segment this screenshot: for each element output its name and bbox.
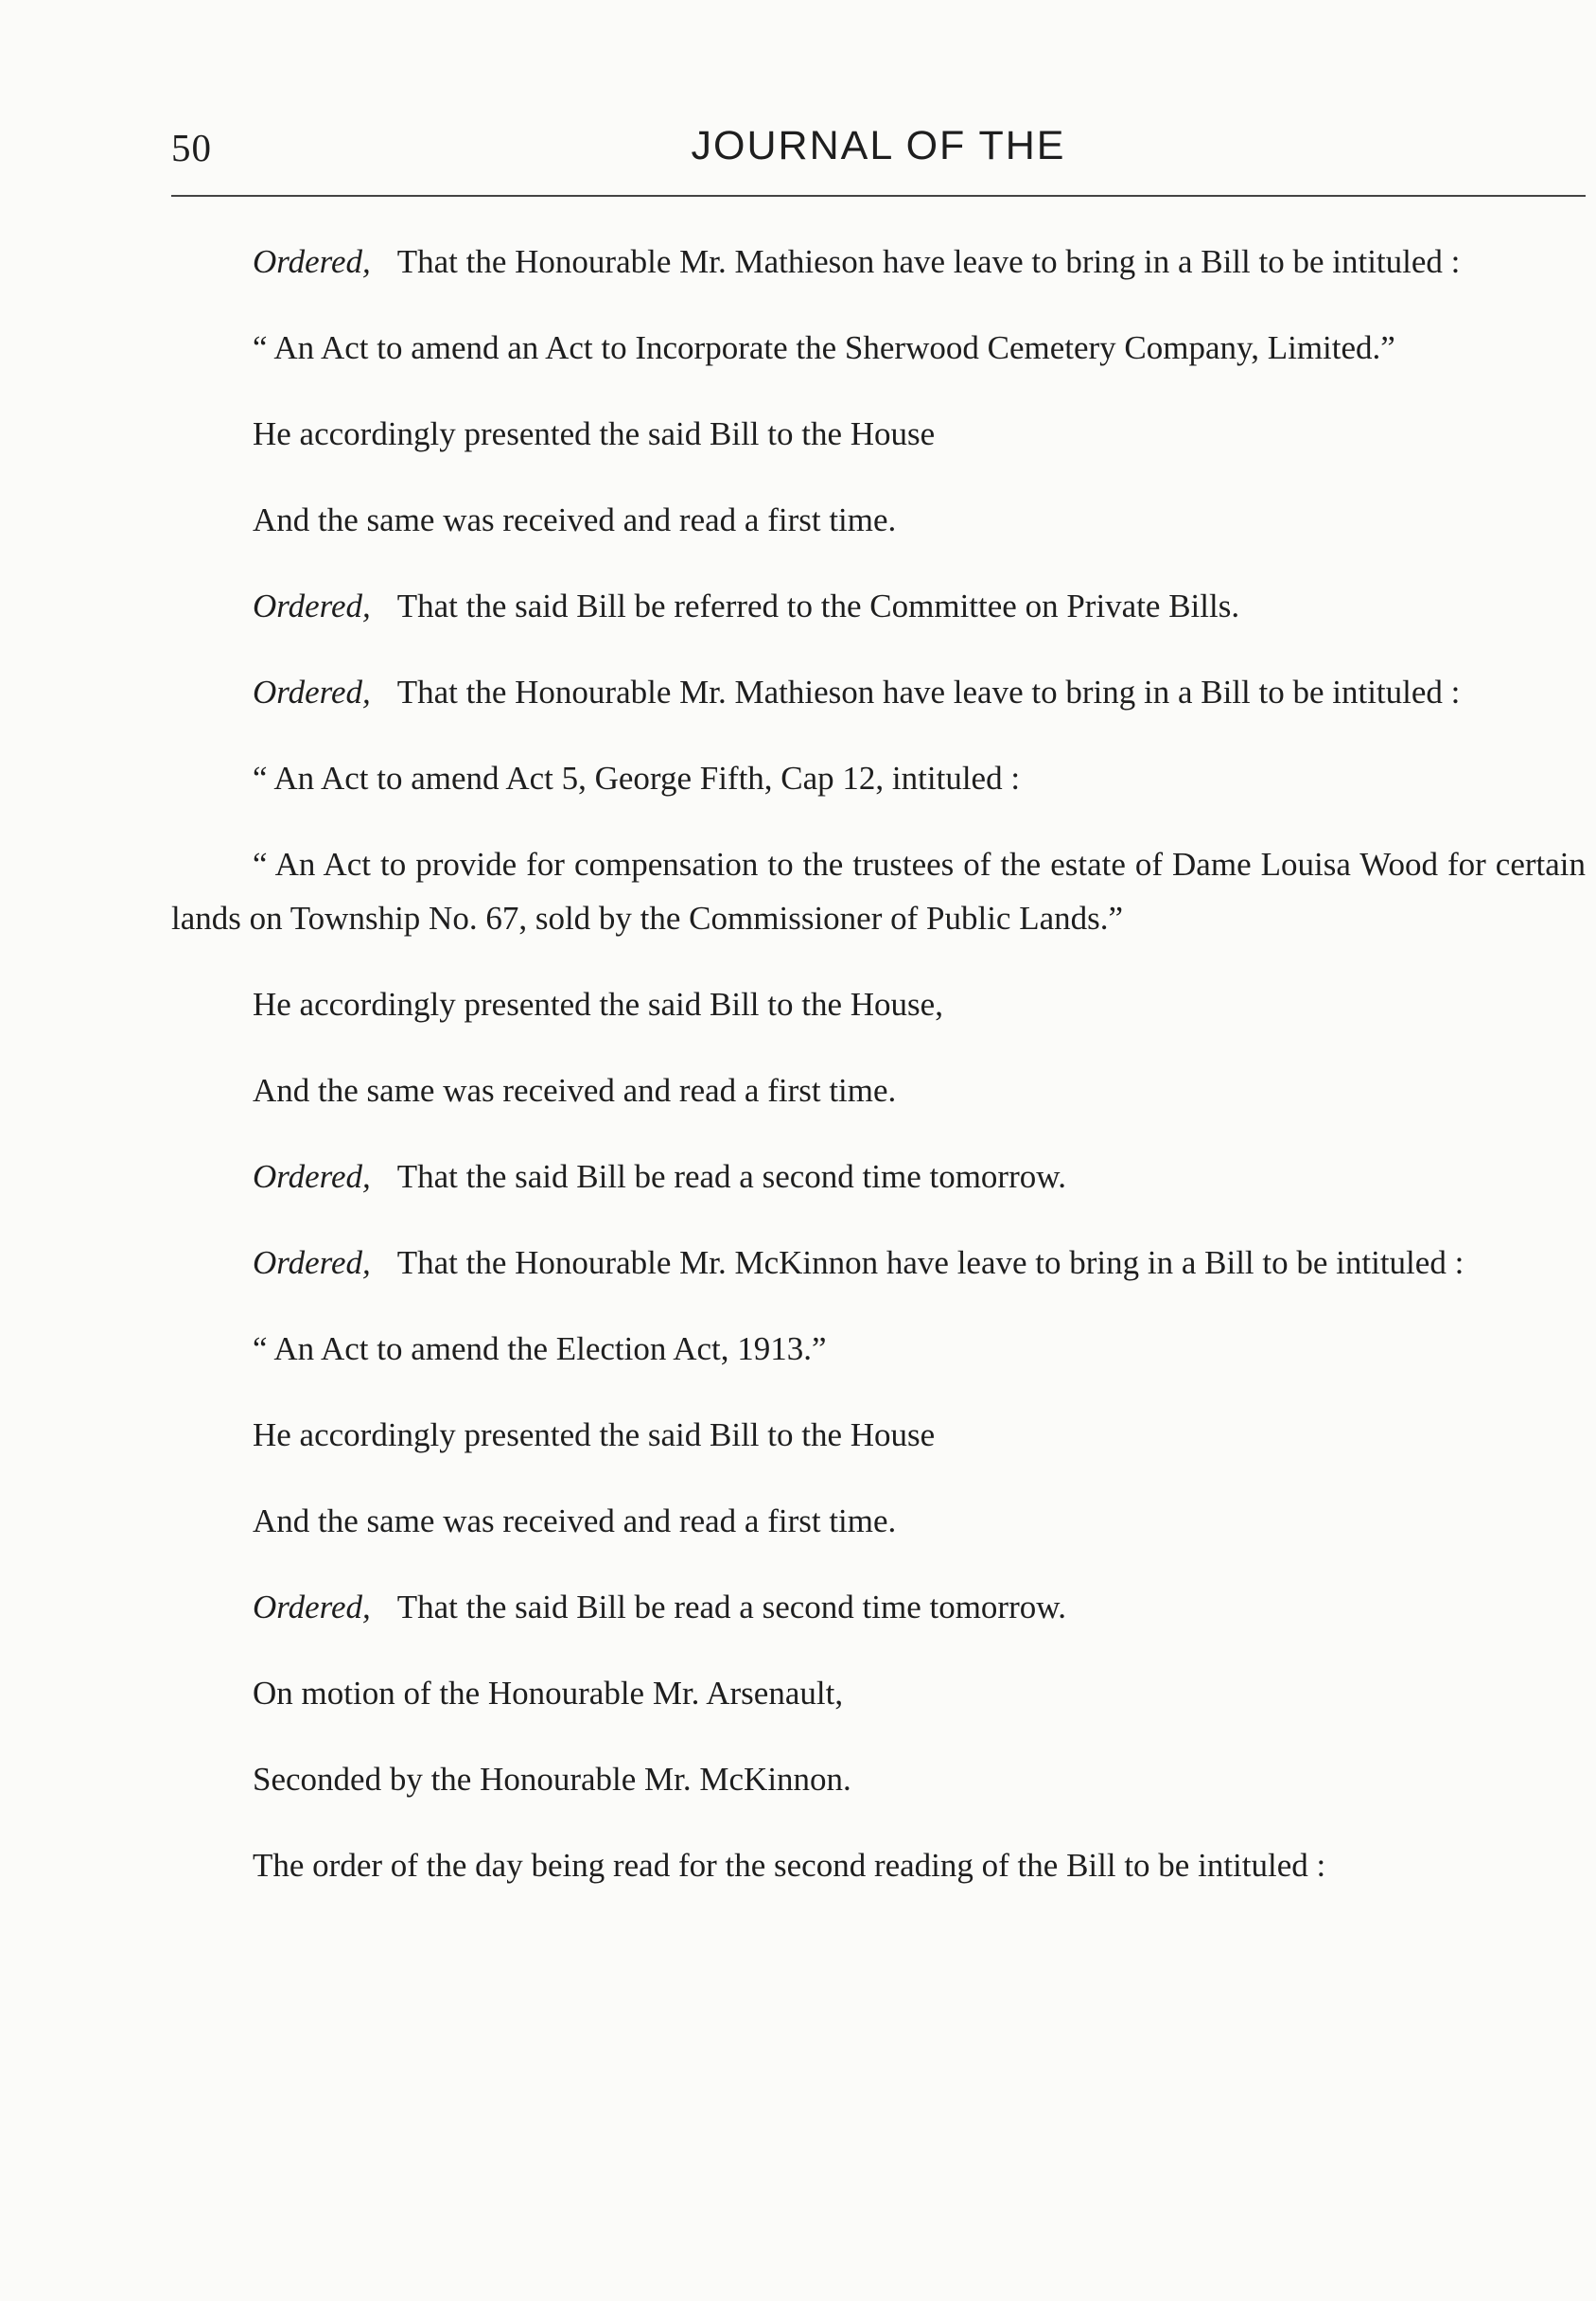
ordered-lead: Ordered, — [253, 1158, 371, 1195]
paragraph-15 — [171, 1494, 1586, 1548]
paragraph-7 — [171, 751, 1586, 805]
journal-page — [171, 112, 1586, 1884]
paragraph-text: “ An Act to provide for compensation to the trustees of the estate of Dame Louisa Wood for certain lands on Township No. 67, sold by the Commissioner of Public Lands.” — [171, 846, 1586, 937]
paragraph-4 — [171, 493, 1586, 547]
paragraph-3 — [171, 407, 1586, 461]
paragraph-text: “ An Act to amend Act 5, George Fifth, Cap 12, intituled : — [253, 760, 1021, 797]
paragraph-text: That the said Bill be read a second time tomorrow. — [396, 1158, 1066, 1195]
ordered-lead: Ordered, — [253, 588, 371, 624]
paragraph-16 — [171, 1580, 1586, 1634]
ordered-lead: Ordered, — [253, 674, 371, 711]
page-number: 50 — [171, 126, 212, 169]
paragraph-text: On motion of the Honourable Mr. Arsenault, — [253, 1675, 844, 1712]
paragraph-2 — [171, 321, 1586, 375]
paragraph-text: He accordingly presented the said Bill to the House — [253, 1416, 936, 1453]
paragraph-text: The order of the day being read for the second reading of the Bill to be intituled : — [253, 1847, 1326, 1884]
paragraph-19 — [171, 1838, 1586, 1892]
body-text — [171, 235, 1586, 1924]
paragraph-5 — [171, 579, 1586, 633]
header-rule — [171, 195, 1586, 197]
paragraph-14 — [171, 1408, 1586, 1462]
paragraph-text: “ An Act to amend the Election Act, 1913.” — [253, 1330, 827, 1367]
page-header — [171, 112, 1586, 168]
paragraph-9 — [171, 977, 1586, 1031]
paragraph-text: And the same was received and read a first time. — [253, 501, 897, 538]
paragraph-6 — [171, 665, 1586, 719]
paragraph-18 — [171, 1752, 1586, 1806]
running-head: JOURNAL OF THE — [691, 123, 1066, 168]
paragraph-text: Seconded by the Honourable Mr. McKinnon. — [253, 1761, 851, 1798]
paragraph-text: He accordingly presented the said Bill to the House — [253, 415, 936, 452]
ordered-lead: Ordered, — [253, 1244, 371, 1281]
paragraph-17 — [171, 1666, 1586, 1720]
paragraph-text: That the Honourable Mr. Mathieson have leave to bring in a Bill to be intituled : — [396, 243, 1461, 280]
paragraph-text: That the Honourable Mr. McKinnon have leave to bring in a Bill to be intituled : — [396, 1244, 1464, 1281]
paragraph-text: That the said Bill be referred to the Committee on Private Bills. — [396, 588, 1240, 624]
paragraph-text: And the same was received and read a first time. — [253, 1072, 897, 1109]
paragraph-text: “ An Act to amend an Act to Incorporate the Sherwood Cemetery Company, Limited.” — [253, 329, 1395, 366]
ordered-lead: Ordered, — [253, 243, 371, 280]
paragraph-1 — [171, 235, 1586, 289]
paragraph-text: That the Honourable Mr. Mathieson have leave to bring in a Bill to be intituled : — [396, 674, 1461, 711]
paragraph-12 — [171, 1236, 1586, 1290]
paragraph-10 — [171, 1063, 1586, 1117]
paragraph-11 — [171, 1150, 1586, 1203]
paragraph-text: That the said Bill be read a second time tomorrow. — [396, 1589, 1066, 1625]
ordered-lead: Ordered, — [253, 1589, 371, 1625]
paragraph-text: And the same was received and read a first time. — [253, 1502, 897, 1539]
paragraph-text: He accordingly presented the said Bill to the House, — [253, 986, 943, 1023]
paragraph-8 — [171, 837, 1586, 945]
paragraph-13 — [171, 1322, 1586, 1376]
